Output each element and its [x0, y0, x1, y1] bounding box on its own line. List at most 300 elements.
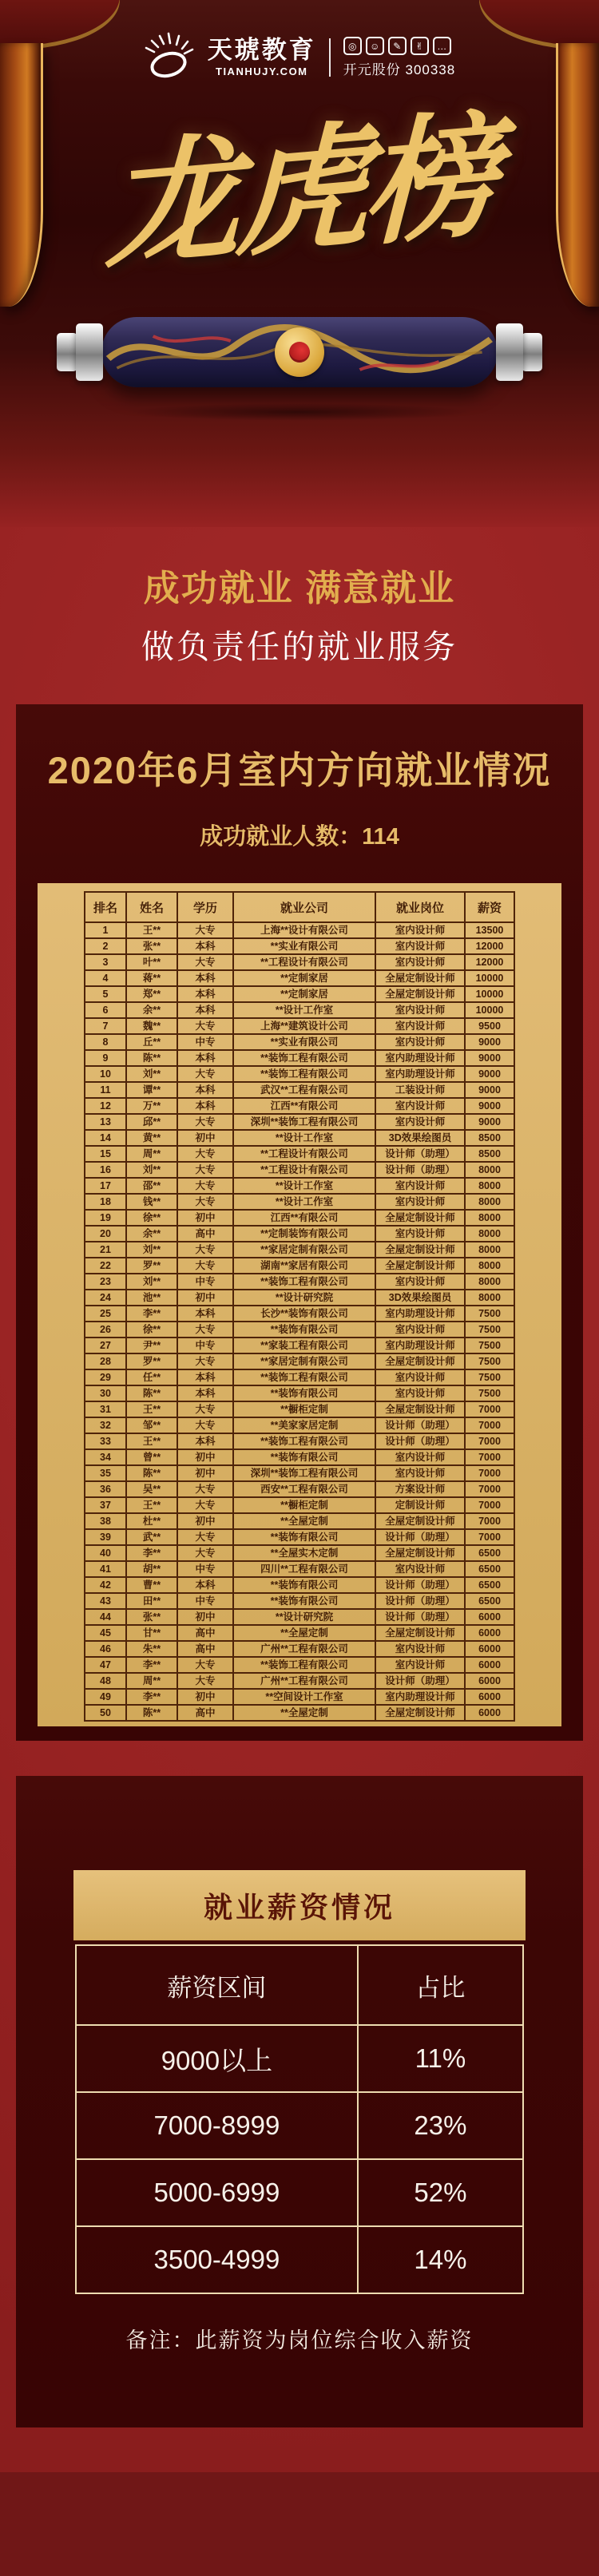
- table-row: [85, 1577, 514, 1593]
- table-cell: 全屋定制设计师: [375, 1258, 465, 1274]
- table-cell: 大专: [177, 922, 233, 938]
- table-row: [85, 954, 514, 970]
- table-cell: **设计工作室: [233, 1002, 375, 1018]
- table-cell: 25: [85, 1306, 126, 1322]
- table-cell: 田**: [126, 1593, 177, 1609]
- table-cell: 中专: [177, 1034, 233, 1050]
- table-row: [85, 1162, 514, 1178]
- table-row: [85, 1433, 514, 1449]
- employment-report-panel: [16, 704, 583, 1741]
- table-cell: 室内设计师: [375, 1034, 465, 1050]
- table-cell: 7500: [465, 1385, 514, 1401]
- eye-icon: ◎: [343, 37, 362, 55]
- salary-table-body: [76, 2025, 523, 2293]
- column-header: 学历: [177, 892, 233, 922]
- table-cell: 7000: [465, 1529, 514, 1545]
- scroll-body: [101, 317, 498, 387]
- table-cell: **工程设计有限公司: [233, 1162, 375, 1178]
- table-cell: 罗**: [126, 1353, 177, 1369]
- table-cell: 初中: [177, 1609, 233, 1625]
- table-row: [85, 1146, 514, 1162]
- table-cell: 本科: [177, 1098, 233, 1114]
- chat-icon: …: [433, 37, 451, 55]
- table-cell: 8000: [465, 1194, 514, 1210]
- footer-red-strip: [0, 2427, 599, 2472]
- table-cell: 全屋定制设计师: [375, 1353, 465, 1369]
- table-cell: 设计师（助理）: [375, 1609, 465, 1625]
- table-cell: 7500: [465, 1353, 514, 1369]
- table-row: [85, 1194, 514, 1210]
- table-cell: 刘**: [126, 1162, 177, 1178]
- table-row: [76, 2159, 523, 2226]
- salary-title-box: [73, 1870, 526, 1940]
- brand-text-block: [208, 38, 316, 77]
- table-cell: 34: [85, 1449, 126, 1465]
- table-cell: 全屋定制设计师: [375, 1242, 465, 1258]
- table-row: [85, 1066, 514, 1082]
- table-cell: 7000-8999: [76, 2092, 358, 2159]
- table-cell: **家居定制有限公司: [233, 1353, 375, 1369]
- table-cell: 室内助理设计师: [375, 1306, 465, 1322]
- table-cell: **橱柜定制: [233, 1401, 375, 1417]
- table-cell: 室内助理设计师: [375, 1050, 465, 1066]
- table-cell: 本科: [177, 1385, 233, 1401]
- table-cell: 7000: [465, 1417, 514, 1433]
- table-cell: 邹**: [126, 1417, 177, 1433]
- table-cell: 室内设计师: [375, 1657, 465, 1673]
- table-cell: 室内助理设计师: [375, 1338, 465, 1353]
- table-cell: 41: [85, 1561, 126, 1577]
- table-cell: 王**: [126, 1401, 177, 1417]
- table-cell: 49: [85, 1689, 126, 1705]
- hand-icon: ✌: [411, 37, 429, 55]
- table-cell: **装饰有限公司: [233, 1593, 375, 1609]
- table-row: [85, 1178, 514, 1194]
- table-row: [85, 1385, 514, 1401]
- table-cell: 邱**: [126, 1114, 177, 1130]
- table-cell: 张**: [126, 938, 177, 954]
- table-cell: 大专: [177, 1545, 233, 1561]
- service-icons-row: [343, 37, 451, 55]
- sun-logo-icon: [144, 32, 195, 83]
- table-cell: **装饰有限公司: [233, 1577, 375, 1593]
- hero-calligraphy-title: [0, 94, 599, 301]
- table-cell: 44: [85, 1609, 126, 1625]
- table-cell: 大专: [177, 1353, 233, 1369]
- table-row: [85, 1497, 514, 1513]
- column-header: 占比: [358, 1945, 523, 2025]
- table-cell: 1: [85, 922, 126, 938]
- table-cell: 室内设计师: [375, 922, 465, 938]
- table-row: [85, 970, 514, 986]
- table-cell: 23%: [358, 2092, 523, 2159]
- table-cell: 3D效果绘图员: [375, 1130, 465, 1146]
- table-cell: **设计研究院: [233, 1609, 375, 1625]
- table-cell: 12000: [465, 954, 514, 970]
- table-cell: **家居定制有限公司: [233, 1242, 375, 1258]
- table-cell: **装饰工程有限公司: [233, 1657, 375, 1673]
- table-row: [85, 1130, 514, 1146]
- table-cell: **装饰工程有限公司: [233, 1433, 375, 1449]
- table-cell: 设计师（助理）: [375, 1146, 465, 1162]
- table-cell: 36: [85, 1481, 126, 1497]
- table-cell: 本科: [177, 1433, 233, 1449]
- slogan-line2: 做负责任的就业服务: [141, 628, 458, 665]
- table-row: [85, 986, 514, 1002]
- table-cell: 本科: [177, 1082, 233, 1098]
- table-cell: 湖南**家居有限公司: [233, 1258, 375, 1274]
- table-cell: 12000: [465, 938, 514, 954]
- table-row: [85, 1338, 514, 1353]
- table-cell: 19: [85, 1210, 126, 1226]
- table-cell: 大专: [177, 1258, 233, 1274]
- table-cell: 大专: [177, 1242, 233, 1258]
- table-cell: 室内设计师: [375, 1002, 465, 1018]
- report-headcount: 成功就业人数：114: [200, 824, 399, 850]
- table-cell: 大专: [177, 1178, 233, 1194]
- table-cell: 6500: [465, 1577, 514, 1593]
- table-cell: **装饰工程有限公司: [233, 1050, 375, 1066]
- table-cell: 39: [85, 1529, 126, 1545]
- column-header: 薪资: [465, 892, 514, 922]
- table-cell: 5: [85, 986, 126, 1002]
- scroll-shadow: [124, 403, 475, 421]
- table-cell: 深圳**装饰工程有限公司: [233, 1465, 375, 1481]
- salary-note: 备注：此薪资为岗位综合收入薪资: [125, 2328, 474, 2352]
- table-cell: 9: [85, 1050, 126, 1066]
- table-row: [85, 1609, 514, 1625]
- table-cell: 徐**: [126, 1210, 177, 1226]
- table-cell: 本科: [177, 1306, 233, 1322]
- table-cell: 中专: [177, 1274, 233, 1290]
- table-row: [85, 1673, 514, 1689]
- table-cell: 16: [85, 1162, 126, 1178]
- table-cell: 6000: [465, 1657, 514, 1673]
- table-row: [85, 1274, 514, 1290]
- table-cell: 9000: [465, 1034, 514, 1050]
- stock-label: 开元股份 300338: [343, 62, 456, 77]
- salary-table-header-row: [76, 1945, 523, 2025]
- table-cell: 室内设计师: [375, 1194, 465, 1210]
- table-cell: 高中: [177, 1625, 233, 1641]
- table-cell: 10000: [465, 1002, 514, 1018]
- table-row: [85, 1050, 514, 1066]
- table-cell: 大专: [177, 1401, 233, 1417]
- table-cell: 6000: [465, 1641, 514, 1657]
- table-row: [76, 2092, 523, 2159]
- table-cell: 李**: [126, 1657, 177, 1673]
- table-cell: 28: [85, 1353, 126, 1369]
- table-cell: 9000: [465, 1082, 514, 1098]
- table-cell: 陈**: [126, 1385, 177, 1401]
- table-cell: **橱柜定制: [233, 1497, 375, 1513]
- table-cell: 3500-4999: [76, 2226, 358, 2293]
- table-cell: **设计工作室: [233, 1130, 375, 1146]
- table-cell: 7500: [465, 1369, 514, 1385]
- table-row: [85, 1018, 514, 1034]
- table-cell: 47: [85, 1657, 126, 1673]
- table-row: [85, 1322, 514, 1338]
- table-cell: 上海**建筑设计公司: [233, 1018, 375, 1034]
- table-cell: **空间设计工作室: [233, 1689, 375, 1705]
- table-cell: 室内设计师: [375, 1114, 465, 1130]
- table-cell: 陈**: [126, 1465, 177, 1481]
- table-cell: 11%: [358, 2025, 523, 2092]
- table-cell: 7000: [465, 1449, 514, 1465]
- table-cell: 50: [85, 1705, 126, 1721]
- gold-seal: [275, 327, 324, 377]
- table-cell: 15: [85, 1146, 126, 1162]
- table-cell: 40: [85, 1545, 126, 1561]
- table-cell: 38: [85, 1513, 126, 1529]
- table-cell: 大专: [177, 1066, 233, 1082]
- table-cell: 长沙**装饰有限公司: [233, 1306, 375, 1322]
- salary-table: [75, 1944, 524, 2294]
- table-cell: 室内设计师: [375, 1369, 465, 1385]
- table-cell: 13500: [465, 922, 514, 938]
- table-cell: 中专: [177, 1593, 233, 1609]
- table-cell: 8000: [465, 1210, 514, 1226]
- table-cell: 7500: [465, 1338, 514, 1353]
- table-cell: 全屋定制设计师: [375, 970, 465, 986]
- table-cell: **装饰工程有限公司: [233, 1274, 375, 1290]
- table-cell: 工装设计师: [375, 1082, 465, 1098]
- table-cell: 大专: [177, 1322, 233, 1338]
- table-cell: 设计师（助理）: [375, 1673, 465, 1689]
- table-cell: **美家家居定制: [233, 1417, 375, 1433]
- table-cell: 本科: [177, 1577, 233, 1593]
- table-cell: 大专: [177, 954, 233, 970]
- table-cell: 8000: [465, 1258, 514, 1274]
- table-cell: 6: [85, 1002, 126, 1018]
- table-cell: 8000: [465, 1226, 514, 1242]
- table-cell: 徐**: [126, 1322, 177, 1338]
- table-cell: 室内设计师: [375, 1018, 465, 1034]
- table-cell: **装饰有限公司: [233, 1529, 375, 1545]
- table-cell: 大专: [177, 1481, 233, 1497]
- table-cell: 33: [85, 1433, 126, 1449]
- table-cell: 32: [85, 1417, 126, 1433]
- table-cell: 室内设计师: [375, 1322, 465, 1338]
- table-cell: 魏**: [126, 1018, 177, 1034]
- table-cell: 室内设计师: [375, 1385, 465, 1401]
- table-row: [85, 922, 514, 938]
- table-cell: **定制家居: [233, 986, 375, 1002]
- table-cell: 21: [85, 1242, 126, 1258]
- table-cell: 5000-6999: [76, 2159, 358, 2226]
- table-cell: 余**: [126, 1226, 177, 1242]
- hero-title-text: 龙虎榜: [105, 94, 494, 287]
- table-row: [85, 1369, 514, 1385]
- table-cell: 9000: [465, 1114, 514, 1130]
- table-cell: 高中: [177, 1226, 233, 1242]
- table-cell: 室内设计师: [375, 1098, 465, 1114]
- table-cell: 初中: [177, 1449, 233, 1465]
- table-cell: 设计师（助理）: [375, 1593, 465, 1609]
- table-cell: **全屋定制: [233, 1705, 375, 1721]
- table-cell: **全屋实木定制: [233, 1545, 375, 1561]
- table-cell: 6500: [465, 1561, 514, 1577]
- table-cell: 曹**: [126, 1577, 177, 1593]
- table-cell: 大专: [177, 1657, 233, 1673]
- table-row: [85, 1641, 514, 1657]
- table-cell: 7500: [465, 1322, 514, 1338]
- table-cell: 本科: [177, 1369, 233, 1385]
- table-cell: 6000: [465, 1609, 514, 1625]
- table-cell: 周**: [126, 1146, 177, 1162]
- table-cell: 叶**: [126, 954, 177, 970]
- table-cell: 26: [85, 1322, 126, 1338]
- table-cell: 大专: [177, 1194, 233, 1210]
- table-cell: 李**: [126, 1689, 177, 1705]
- table-cell: 设计师（助理）: [375, 1433, 465, 1449]
- table-row: [85, 1258, 514, 1274]
- table-cell: **装饰有限公司: [233, 1449, 375, 1465]
- table-cell: 罗**: [126, 1258, 177, 1274]
- jobs-table-board: [38, 883, 561, 1726]
- table-cell: 2: [85, 938, 126, 954]
- table-row: [85, 1561, 514, 1577]
- table-cell: 43: [85, 1593, 126, 1609]
- table-cell: 42: [85, 1577, 126, 1593]
- table-row: [76, 2226, 523, 2293]
- table-row: [85, 1593, 514, 1609]
- table-cell: 31: [85, 1401, 126, 1417]
- table-cell: 7000: [465, 1401, 514, 1417]
- table-row: [85, 1513, 514, 1529]
- table-cell: 9000: [465, 1050, 514, 1066]
- table-row: [85, 1306, 514, 1322]
- table-cell: 17: [85, 1178, 126, 1194]
- table-cell: 室内设计师: [375, 1178, 465, 1194]
- table-cell: 30: [85, 1385, 126, 1401]
- table-cell: 6000: [465, 1705, 514, 1721]
- table-cell: 8000: [465, 1162, 514, 1178]
- table-cell: 张**: [126, 1609, 177, 1625]
- table-cell: 10000: [465, 986, 514, 1002]
- table-cell: **实业有限公司: [233, 938, 375, 954]
- table-cell: 蒋**: [126, 970, 177, 986]
- table-cell: 7000: [465, 1513, 514, 1529]
- table-cell: 8000: [465, 1274, 514, 1290]
- table-cell: 室内设计师: [375, 1449, 465, 1465]
- table-cell: 江西**有限公司: [233, 1098, 375, 1114]
- table-cell: 西安**工程有限公司: [233, 1481, 375, 1497]
- table-cell: 24: [85, 1290, 126, 1306]
- table-row: [85, 1401, 514, 1417]
- table-cell: 中专: [177, 1338, 233, 1353]
- table-cell: 14: [85, 1130, 126, 1146]
- table-cell: 设计师（助理）: [375, 1162, 465, 1178]
- table-cell: 高中: [177, 1705, 233, 1721]
- table-cell: 14%: [358, 2226, 523, 2293]
- table-row: [85, 1226, 514, 1242]
- table-cell: 室内助理设计师: [375, 1066, 465, 1082]
- seal-red-core: [289, 342, 310, 363]
- table-cell: 刘**: [126, 1066, 177, 1082]
- table-cell: 设计师（助理）: [375, 1577, 465, 1593]
- table-cell: 本科: [177, 970, 233, 986]
- table-cell: 46: [85, 1641, 126, 1657]
- table-cell: 李**: [126, 1545, 177, 1561]
- table-cell: 王**: [126, 1433, 177, 1449]
- table-row: [85, 1290, 514, 1306]
- table-row: [85, 1625, 514, 1641]
- table-cell: 全屋定制设计师: [375, 1625, 465, 1641]
- table-cell: 室内设计师: [375, 1226, 465, 1242]
- table-row: [85, 1353, 514, 1369]
- column-header: 姓名: [126, 892, 177, 922]
- table-cell: 定制设计师: [375, 1497, 465, 1513]
- table-cell: 郑**: [126, 986, 177, 1002]
- table-cell: 大专: [177, 1018, 233, 1034]
- table-cell: 52%: [358, 2159, 523, 2226]
- table-row: [85, 1034, 514, 1050]
- table-cell: 余**: [126, 1002, 177, 1018]
- table-cell: 朱**: [126, 1641, 177, 1657]
- table-cell: 室内设计师: [375, 1641, 465, 1657]
- table-cell: 45: [85, 1625, 126, 1641]
- table-row: [85, 1098, 514, 1114]
- table-cell: 7500: [465, 1306, 514, 1322]
- top-banner: [0, 0, 599, 527]
- table-cell: 广州**工程有限公司: [233, 1673, 375, 1689]
- table-cell: 12: [85, 1098, 126, 1114]
- table-cell: 设计师（助理）: [375, 1417, 465, 1433]
- table-cell: 6500: [465, 1593, 514, 1609]
- table-cell: 上海**设计有限公司: [233, 922, 375, 938]
- brand-url: TIANHUJY.COM: [216, 65, 308, 77]
- table-cell: **实业有限公司: [233, 1034, 375, 1050]
- table-cell: **装饰有限公司: [233, 1322, 375, 1338]
- table-cell: 本科: [177, 986, 233, 1002]
- table-cell: 高中: [177, 1641, 233, 1657]
- table-cell: 全屋定制设计师: [375, 1705, 465, 1721]
- table-cell: 大专: [177, 1114, 233, 1130]
- table-cell: **全屋定制: [233, 1625, 375, 1641]
- table-cell: 8000: [465, 1242, 514, 1258]
- table-cell: 全屋定制设计师: [375, 1401, 465, 1417]
- table-cell: 35: [85, 1465, 126, 1481]
- brand-logo-row: [0, 0, 599, 83]
- table-cell: 深圳**装饰工程有限公司: [233, 1114, 375, 1130]
- table-cell: 7000: [465, 1465, 514, 1481]
- table-cell: 池**: [126, 1290, 177, 1306]
- stock-block: [343, 37, 455, 78]
- table-cell: **装饰工程有限公司: [233, 1066, 375, 1082]
- scroll-cap-left-outer: [57, 333, 77, 371]
- report-title: 2020年6月室内方向就业情况: [47, 749, 552, 791]
- table-cell: 6000: [465, 1673, 514, 1689]
- column-header: 就业公司: [233, 892, 375, 922]
- table-cell: 谭**: [126, 1082, 177, 1098]
- table-cell: 3D效果绘图员: [375, 1290, 465, 1306]
- table-cell: 全屋定制设计师: [375, 1210, 465, 1226]
- column-header: 薪资区间: [76, 1945, 358, 2025]
- table-cell: 钱**: [126, 1194, 177, 1210]
- table-cell: 7000: [465, 1497, 514, 1513]
- table-cell: 9000以上: [76, 2025, 358, 2092]
- column-header: 就业岗位: [375, 892, 465, 922]
- table-cell: **设计研究院: [233, 1290, 375, 1306]
- table-cell: 陈**: [126, 1705, 177, 1721]
- table-row: [85, 1529, 514, 1545]
- table-cell: 23: [85, 1274, 126, 1290]
- table-cell: 室内助理设计师: [375, 1689, 465, 1705]
- table-row: [85, 1481, 514, 1497]
- table-cell: 20: [85, 1226, 126, 1242]
- table-cell: 7: [85, 1018, 126, 1034]
